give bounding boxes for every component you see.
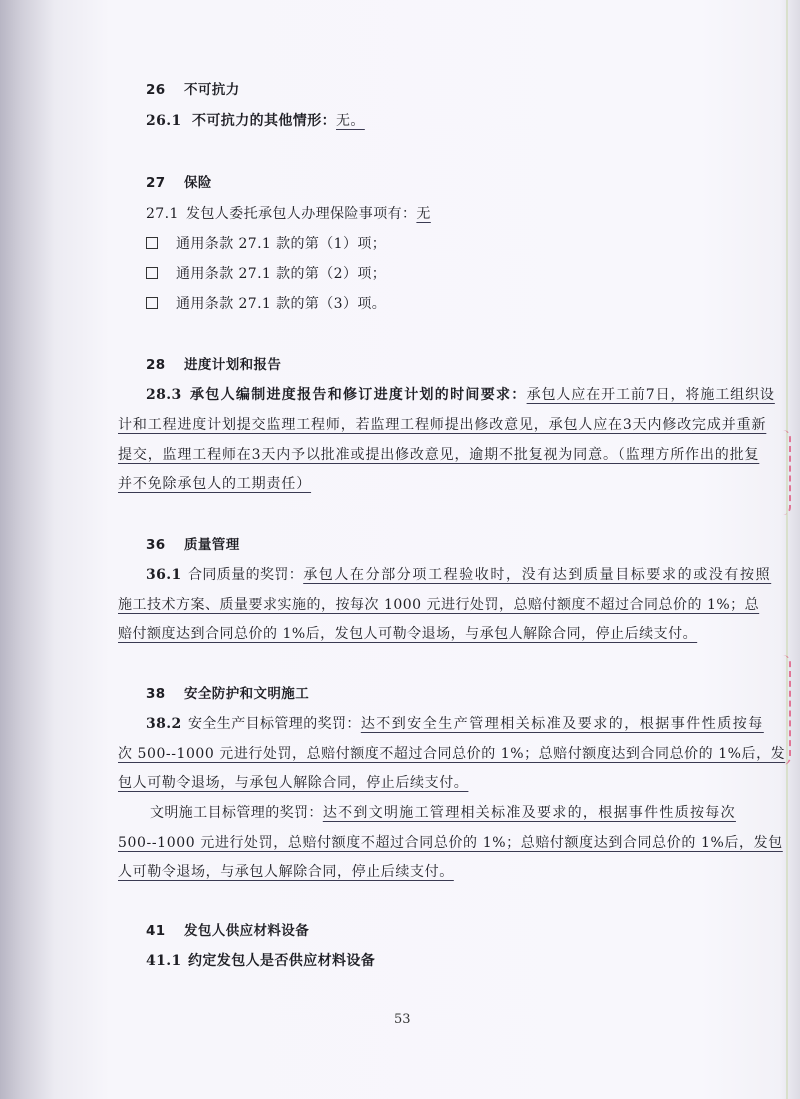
section-number: 27 xyxy=(146,175,166,191)
clause-38-2-line: 次 500--1000 元进行处罚，总赔付额度不超过合同总价的 1%；总赔付额度达到合同总价的 1%后，发 xyxy=(118,746,786,762)
section-title: 质量管理 xyxy=(184,537,240,553)
clause-28-3-line: 提交，监理工程师在3天内予以批准或提出修改意见，逾期不批复视为同意。（监理方所作出的批复 xyxy=(118,447,760,463)
page-number: 53 xyxy=(394,1012,411,1027)
section-heading-38 xyxy=(146,684,309,704)
section-title: 进度计划和报告 xyxy=(184,357,282,373)
clause-label: 约定发包人是否供应材料设备 xyxy=(188,953,376,969)
checkbox-label: 通用条款 27.1 款的第（2）项； xyxy=(176,266,387,282)
checkbox-label: 通用条款 27.1 款的第（1）项； xyxy=(176,236,387,252)
section-heading-36 xyxy=(146,535,240,555)
clause-text: 达不到文明施工管理相关标准及要求的，根据事件性质按每次 xyxy=(322,805,736,821)
page-edge xyxy=(786,0,788,1099)
clause-26-1 xyxy=(146,111,365,131)
section-number: 41 xyxy=(146,923,166,939)
checkbox-label: 通用条款 27.1 款的第（3）项。 xyxy=(176,296,387,312)
clause-label: 承包人编制进度报告和修订进度计划的时间要求： xyxy=(190,387,527,403)
clause-text: 达不到安全生产管理相关标准及要求的，根据事件性质按每 xyxy=(360,716,764,732)
clause-label: 文明施工目标管理的奖罚： xyxy=(150,805,323,821)
clause-label: 不可抗力的其他情形： xyxy=(192,113,336,129)
clause-38-2-line: 包人可勒令退场，与承包人解除合同，停止后续支付。 xyxy=(118,775,469,791)
checkbox-empty-icon[interactable] xyxy=(146,237,158,249)
clause-38-2-line xyxy=(146,714,764,734)
section-title: 发包人供应材料设备 xyxy=(184,923,310,939)
clause-36-1-line xyxy=(146,565,771,585)
clause-number: 28.3 xyxy=(146,387,182,403)
seal-stamp-mark xyxy=(783,430,791,515)
clause-civilized-construction-line xyxy=(150,803,736,823)
checkbox-empty-icon[interactable] xyxy=(146,267,158,279)
section-title: 保险 xyxy=(184,175,212,191)
clause-28-3-line: 并不免除承包人的工期责任） xyxy=(118,476,312,492)
section-number: 26 xyxy=(146,82,166,98)
section-heading-28 xyxy=(146,355,281,375)
clause-36-1-line: 赔付额度达到合同总价的 1%后，发包人可勒令退场，与承包人解除合同，停止后续支付。 xyxy=(118,626,698,642)
clause-number: 26.1 xyxy=(146,113,182,129)
section-number: 38 xyxy=(146,686,166,702)
section-number: 28 xyxy=(146,357,166,373)
clause-label: 合同质量的奖罚： xyxy=(188,567,304,583)
clause-value: 无。 xyxy=(336,113,365,129)
section-heading-41 xyxy=(146,921,309,941)
clause-36-1-line: 施工技术方案、质量要求实施的，按每次 1000 元进行处罚，总赔付额度不超过合同总价的 1%；总 xyxy=(118,597,760,613)
checkbox-empty-icon[interactable] xyxy=(146,297,158,309)
clause-civilized-construction-line: 人可勒令退场，与承包人解除合同，停止后续支付。 xyxy=(118,864,454,880)
clause-text: 承包人在分部分项工程验收时，没有达到质量目标要求的或没有按照 xyxy=(303,567,772,583)
clause-text: 承包人应在开工前7日，将施工组织设 xyxy=(526,387,775,403)
section-number: 36 xyxy=(146,537,166,553)
section-title: 安全防护和文明施工 xyxy=(184,686,310,702)
section-heading-26 xyxy=(146,80,240,100)
clause-27-1 xyxy=(146,204,431,224)
clause-number: 41.1 xyxy=(146,953,182,969)
section-heading-27 xyxy=(146,173,212,193)
clause-number: 38.2 xyxy=(146,716,182,732)
checkbox-item xyxy=(146,264,386,284)
clause-28-3-line xyxy=(146,385,775,405)
checkbox-item xyxy=(146,234,386,254)
clause-label: 发包人委托承包人办理保险事项有： xyxy=(186,206,417,222)
checkbox-item xyxy=(146,294,386,314)
clause-label: 安全生产目标管理的奖罚： xyxy=(188,716,361,732)
clause-number: 27.1 xyxy=(146,206,179,222)
clause-civilized-construction-line: 500--1000 元进行处罚，总赔付额度不超过合同总价的 1%；总赔付额度达到合同总价的 1%后，发包 xyxy=(118,835,783,851)
clause-41-1 xyxy=(146,951,375,971)
clause-number: 36.1 xyxy=(146,567,182,583)
section-title: 不可抗力 xyxy=(184,82,240,98)
clause-value: 无 xyxy=(416,206,431,222)
clause-28-3-line: 计和工程进度计划提交监理工程师，若监理工程师提出修改意见，承包人应在3天内修改完成并重新 xyxy=(118,417,767,433)
